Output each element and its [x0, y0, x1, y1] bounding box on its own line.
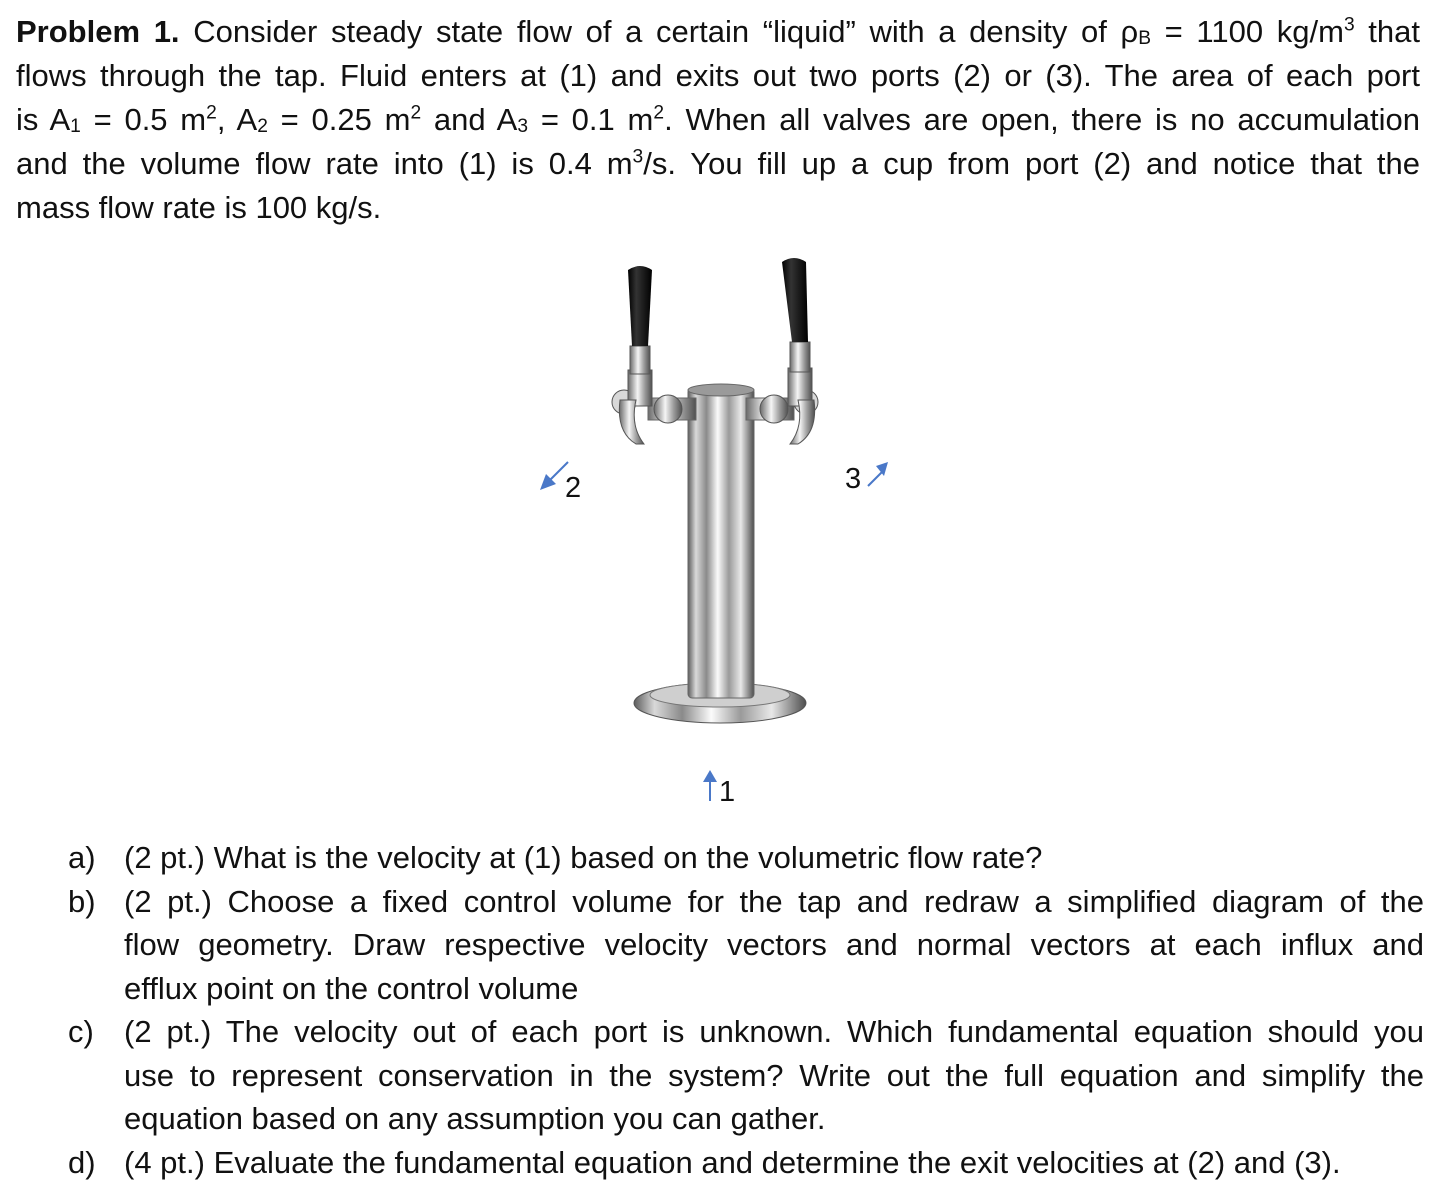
part-c: c) (2 pt.) The velocity out of each port is unknown. Which fundamental equation should you use to represent conservation in the system? Write out the full equation and simplify the equation based on any assumption you can gather.	[68, 1010, 1424, 1141]
part-d: d) (4 pt.) Evaluate the fundamental equation and determine the exit velocities at (2) and (3).	[68, 1141, 1424, 1185]
port-label-1: 1	[719, 776, 736, 808]
right-faucet	[746, 258, 818, 444]
problem-line-1: Problem 1. Consider steady state flow of a certain “liquid” with a density of $\rho_B = 1100$ $kg/m^3$ that	[16, 14, 1420, 49]
tower-column	[688, 388, 754, 698]
part-a: a) (2 pt.) What is the velocity at (1) based on the volumetric flow rate?	[68, 836, 1424, 880]
question-parts	[68, 836, 1424, 1184]
problem-line-5: mass flow rate is 100 kg/s.	[16, 190, 382, 225]
beer-tap-illustration	[520, 250, 940, 810]
problem-line-4: and the volume flow rate into (1) is 0.4 $m^3/s$. You fill up a cup from port (2) and notice that the	[16, 146, 1420, 181]
port-2-arrow	[540, 462, 568, 490]
port-label-2: 2	[565, 472, 582, 504]
port-3-arrow	[868, 462, 888, 486]
part-b: b) (2 pt.) Choose a fixed control volume for the tap and redraw a simplified diagram of the flow geometry. Draw respective velocity vectors and normal vectors at each influx and efflux point on the control volume	[68, 880, 1424, 1011]
part-marker: d)	[68, 1144, 96, 1180]
problem-line-3: is $A_1 = 0.5$ $m^2$, $A_2 = 0.25$ $m^2$ and $A_3 = 0.1$ $m^2$. When all valves are open, there is no accumulation	[16, 102, 1421, 137]
part-marker: b)	[68, 883, 96, 919]
left-faucet	[612, 266, 696, 444]
problem-line-2: flows through the tap. Fluid enters at (1) and exits out two ports (2) or (3). The area of each port	[16, 58, 1420, 93]
part-marker: a)	[68, 840, 96, 875]
problem-heading: Problem 1.	[16, 14, 180, 49]
port-label-3: 3	[845, 463, 862, 495]
problem-statement	[16, 10, 1420, 230]
port-1-arrow	[703, 770, 717, 801]
part-marker: c)	[68, 1014, 94, 1049]
